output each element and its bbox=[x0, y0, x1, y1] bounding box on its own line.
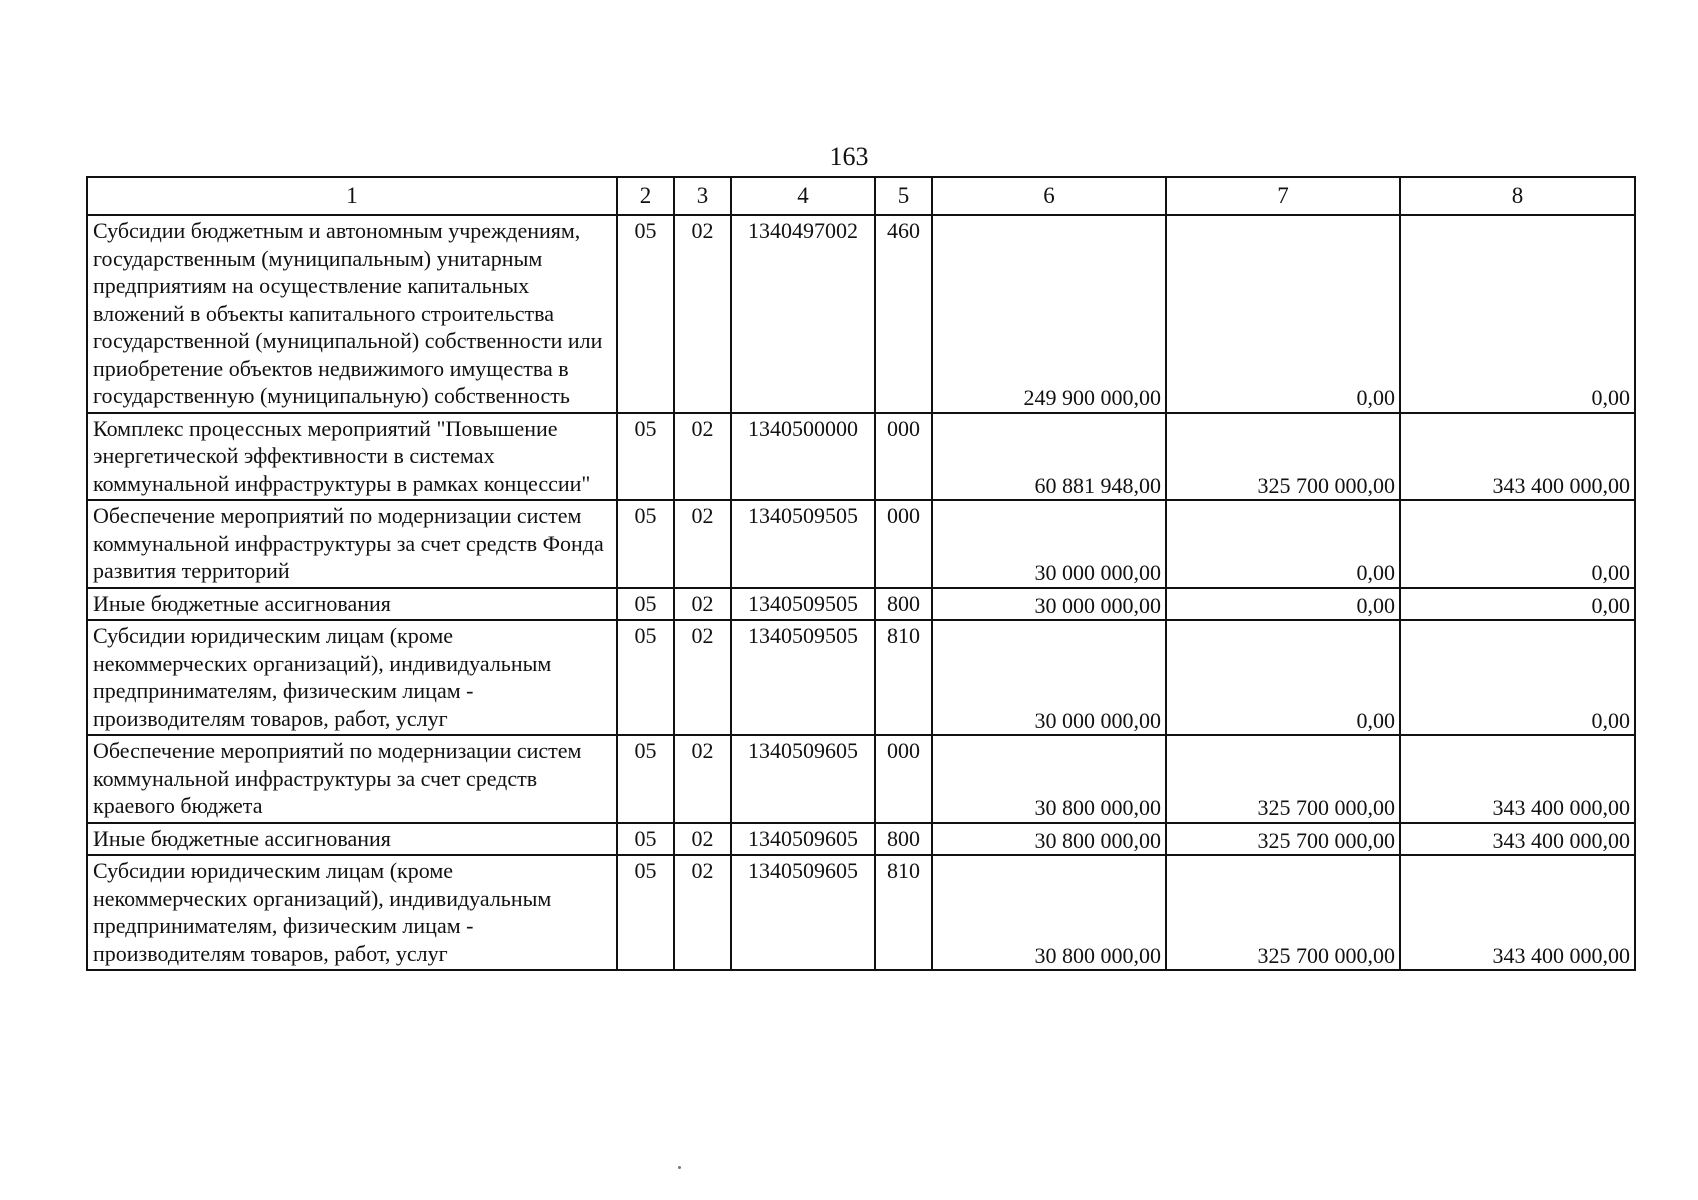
subsection-code: 02 bbox=[674, 735, 731, 823]
amount-col-8: 0,00 bbox=[1400, 588, 1635, 621]
section-code: 05 bbox=[617, 735, 674, 823]
column-header: 2 bbox=[617, 177, 674, 215]
amount-col-6: 30 000 000,00 bbox=[932, 500, 1166, 588]
target-article-code: 1340509505 bbox=[731, 588, 875, 621]
target-article-code: 1340500000 bbox=[731, 413, 875, 501]
section-code: 05 bbox=[617, 620, 674, 735]
subsection-code: 02 bbox=[674, 413, 731, 501]
amount-col-8: 0,00 bbox=[1400, 500, 1635, 588]
subsection-code: 02 bbox=[674, 588, 731, 621]
amount-col-6: 30 800 000,00 bbox=[932, 823, 1166, 856]
amount-col-8: 343 400 000,00 bbox=[1400, 855, 1635, 970]
expense-name: Субсидии юридическим лицам (кроме некоммерческих организаций), индивидуальным предпринимателям, физическим лицам - производителям товаров, работ, услуг bbox=[87, 620, 617, 735]
target-article-code: 1340509605 bbox=[731, 855, 875, 970]
table-row bbox=[87, 735, 1635, 823]
expense-type-code: 000 bbox=[875, 413, 932, 501]
section-code: 05 bbox=[617, 413, 674, 501]
amount-col-7: 0,00 bbox=[1166, 500, 1400, 588]
section-code: 05 bbox=[617, 855, 674, 970]
table-row bbox=[87, 588, 1635, 621]
section-code: 05 bbox=[617, 588, 674, 621]
subsection-code: 02 bbox=[674, 823, 731, 856]
expense-name: Иные бюджетные ассигнования bbox=[87, 588, 617, 621]
subsection-code: 02 bbox=[674, 620, 731, 735]
target-article-code: 1340509605 bbox=[731, 823, 875, 856]
table-row bbox=[87, 855, 1635, 970]
amount-col-8: 0,00 bbox=[1400, 215, 1635, 413]
column-header: 1 bbox=[87, 177, 617, 215]
budget-table bbox=[86, 176, 1636, 971]
expense-type-code: 810 bbox=[875, 620, 932, 735]
amount-col-8: 343 400 000,00 bbox=[1400, 735, 1635, 823]
expense-name: Иные бюджетные ассигнования bbox=[87, 823, 617, 856]
amount-col-6: 60 881 948,00 bbox=[932, 413, 1166, 501]
table-row bbox=[87, 823, 1635, 856]
amount-col-7: 325 700 000,00 bbox=[1166, 413, 1400, 501]
scan-speck bbox=[678, 1166, 681, 1169]
expense-type-code: 800 bbox=[875, 588, 932, 621]
column-header: 6 bbox=[932, 177, 1166, 215]
column-header: 4 bbox=[731, 177, 875, 215]
subsection-code: 02 bbox=[674, 215, 731, 413]
column-header: 8 bbox=[1400, 177, 1635, 215]
page-number: 163 bbox=[829, 142, 869, 171]
expense-type-code: 810 bbox=[875, 855, 932, 970]
amount-col-6: 30 000 000,00 bbox=[932, 620, 1166, 735]
amount-col-7: 0,00 bbox=[1166, 588, 1400, 621]
expense-name: Обеспечение мероприятий по модернизации систем коммунальной инфраструктуры за счет средств Фонда развития территорий bbox=[87, 500, 617, 588]
amount-col-7: 325 700 000,00 bbox=[1166, 735, 1400, 823]
expense-name: Субсидии бюджетным и автономным учреждениям, государственным (муниципальным) унитарным предприятиям на осуществление капитальных вложений в объекты капитального строительства государственной (муниципальной) собственности или приобретение объектов недвижимого имущества в государственную (муниципальную) собственность bbox=[87, 215, 617, 413]
amount-col-7: 325 700 000,00 bbox=[1166, 823, 1400, 856]
expense-type-code: 800 bbox=[875, 823, 932, 856]
section-code: 05 bbox=[617, 823, 674, 856]
column-header: 7 bbox=[1166, 177, 1400, 215]
table-row bbox=[87, 215, 1635, 413]
subsection-code: 02 bbox=[674, 855, 731, 970]
amount-col-8: 343 400 000,00 bbox=[1400, 823, 1635, 856]
amount-col-6: 30 800 000,00 bbox=[932, 855, 1166, 970]
expense-name: Субсидии юридическим лицам (кроме некоммерческих организаций), индивидуальным предпринимателям, физическим лицам - производителям товаров, работ, услуг bbox=[87, 855, 617, 970]
amount-col-8: 343 400 000,00 bbox=[1400, 413, 1635, 501]
amount-col-7: 325 700 000,00 bbox=[1166, 855, 1400, 970]
column-header: 5 bbox=[875, 177, 932, 215]
amount-col-6: 30 800 000,00 bbox=[932, 735, 1166, 823]
table-row bbox=[87, 620, 1635, 735]
section-code: 05 bbox=[617, 500, 674, 588]
section-code: 05 bbox=[617, 215, 674, 413]
column-number-row bbox=[87, 177, 1635, 215]
amount-col-7: 0,00 bbox=[1166, 620, 1400, 735]
expense-type-code: 460 bbox=[875, 215, 932, 413]
table-row bbox=[87, 413, 1635, 501]
target-article-code: 1340509605 bbox=[731, 735, 875, 823]
amount-col-7: 0,00 bbox=[1166, 215, 1400, 413]
target-article-code: 1340497002 bbox=[731, 215, 875, 413]
expense-type-code: 000 bbox=[875, 500, 932, 588]
target-article-code: 1340509505 bbox=[731, 500, 875, 588]
amount-col-6: 249 900 000,00 bbox=[932, 215, 1166, 413]
column-header: 3 bbox=[674, 177, 731, 215]
table-row bbox=[87, 500, 1635, 588]
expense-type-code: 000 bbox=[875, 735, 932, 823]
subsection-code: 02 bbox=[674, 500, 731, 588]
target-article-code: 1340509505 bbox=[731, 620, 875, 735]
expense-name: Комплекс процессных мероприятий "Повышение энергетической эффективности в системах коммунальной инфраструктуры в рамках концессии" bbox=[87, 413, 617, 501]
expense-name: Обеспечение мероприятий по модернизации систем коммунальной инфраструктуры за счет средств краевого бюджета bbox=[87, 735, 617, 823]
amount-col-6: 30 000 000,00 bbox=[932, 588, 1166, 621]
amount-col-8: 0,00 bbox=[1400, 620, 1635, 735]
